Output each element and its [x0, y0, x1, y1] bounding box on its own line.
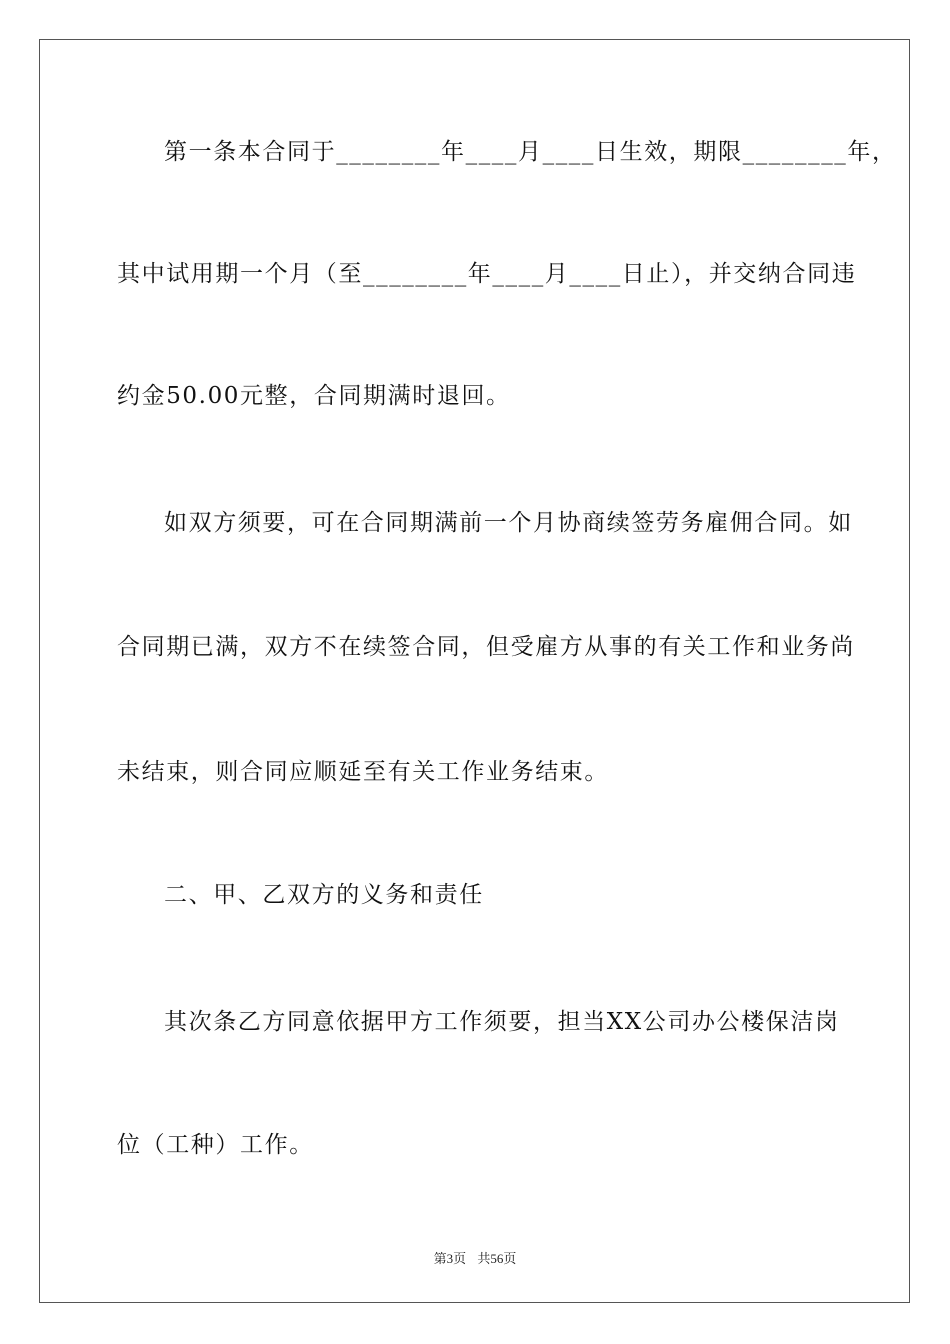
page-number: 第3页: [433, 1251, 467, 1266]
clause-1-line-2: 其中试用期一个月（至________年____月____日止），并交纳合同违: [117, 261, 857, 287]
renewal-line-1: 如双方须要，可在合同期满前一个月协商续签劳务雇佣合同。如: [164, 510, 853, 536]
section-heading: 二、甲、乙双方的义务和责任: [164, 882, 484, 908]
clause-2-line-2: 位（工种）工作。: [117, 1132, 314, 1158]
page-border: [39, 39, 910, 1303]
total-pages: 共56页: [477, 1251, 517, 1266]
clause-1-line-3: 约金50.00元整，合同期满时退回。: [117, 383, 511, 409]
clause-2-line-1: 其次条乙方同意依据甲方工作须要，担当XX公司办公楼保洁岗: [164, 1009, 840, 1035]
page-footer: [0, 1248, 950, 1267]
renewal-line-3: 未结束，则合同应顺延至有关工作业务结束。: [117, 759, 609, 785]
clause-1-line-1: 第一条本合同于________年____月____日生效，期限________年，: [164, 139, 897, 165]
renewal-line-2: 合同期已满，双方不在续签合同，但受雇方从事的有关工作和业务尚: [117, 634, 855, 660]
